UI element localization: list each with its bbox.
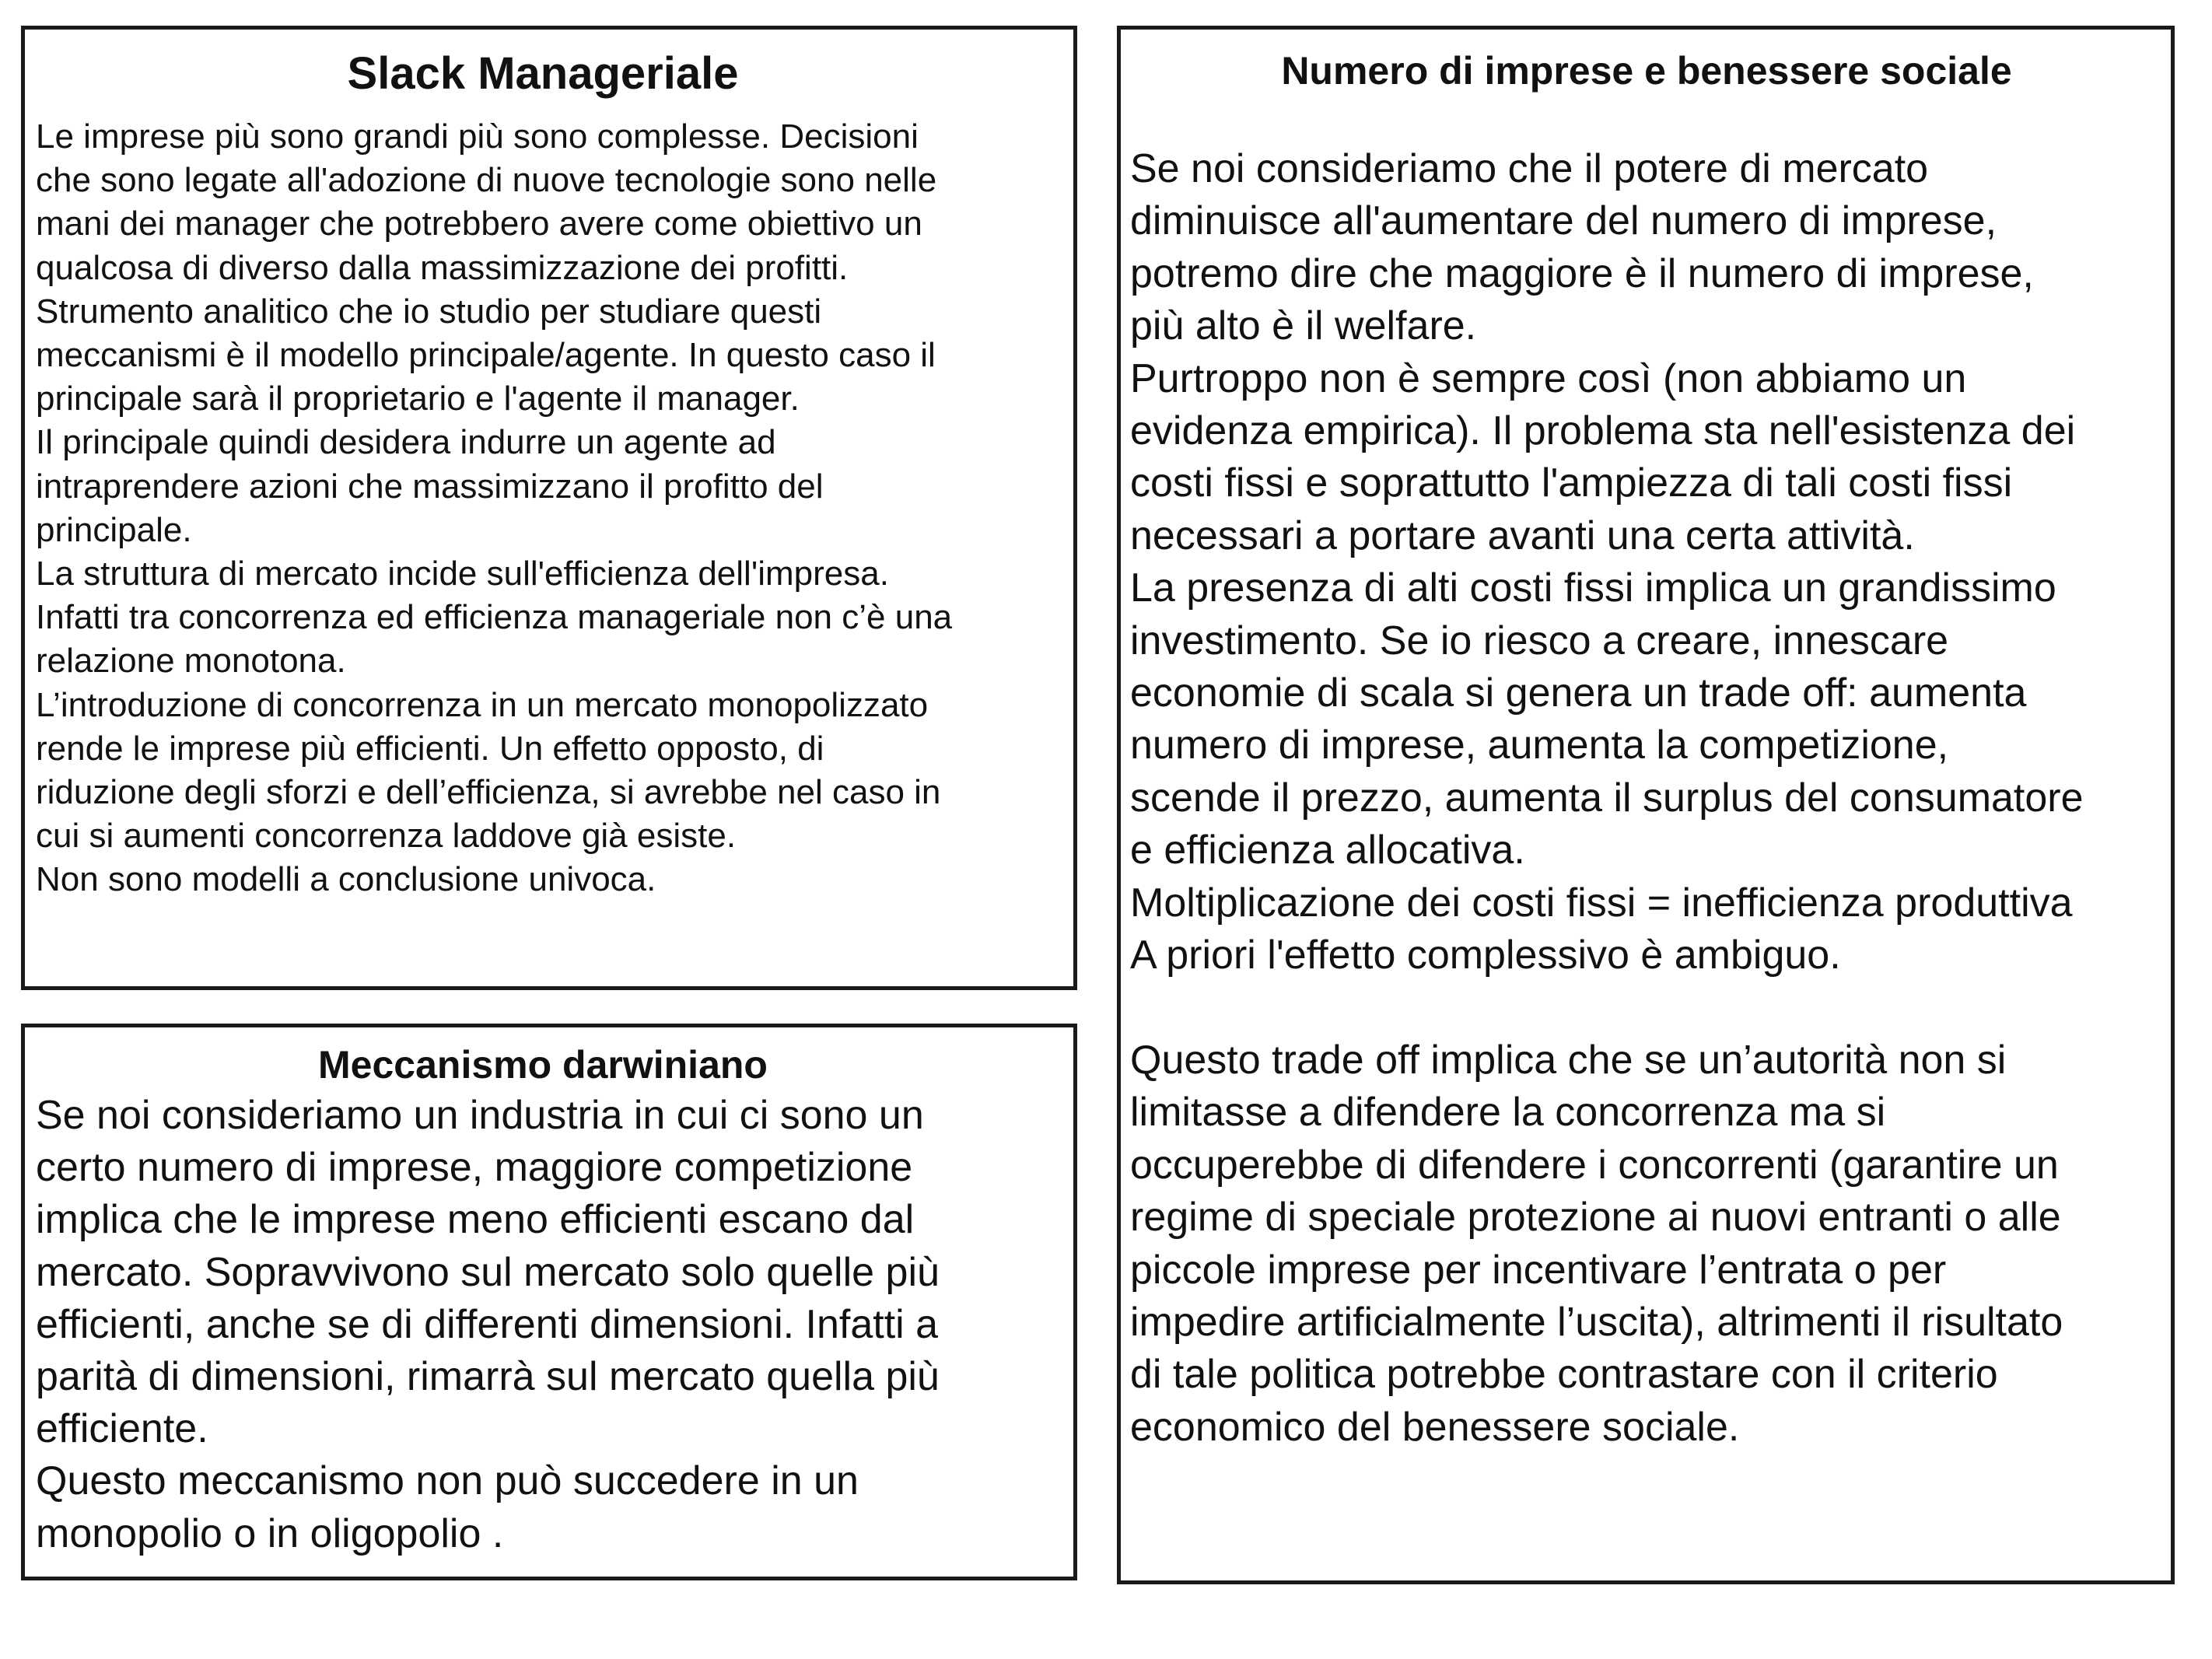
numero-imprese-title: Numero di imprese e benessere sociale (1281, 49, 2012, 93)
paragraph-spacer (1130, 982, 2163, 1034)
meccanismo-darwiniano-body (36, 1090, 1050, 1560)
numero-line: di tale politica potrebbe contrastare con il criterio (1130, 1352, 1998, 1398)
numero-line: scende il prezzo, aumenta il surplus del consumatore (1130, 775, 2084, 821)
numero-line: regime di speciale protezione ai nuovi entranti o alle (1130, 1195, 2061, 1241)
slack-line: Strumento analitico che io studio per studiare questi (36, 292, 822, 331)
slack-line: che sono legate all'adozione di nuove tecnologie sono nelle (36, 161, 937, 200)
slack-line: Non sono modelli a conclusione univoca. (36, 860, 656, 899)
numero-line: necessari a portare avanti una certa attività. (1130, 513, 1915, 558)
numero-imprese-box (1117, 26, 2175, 1584)
darwin-line: certo numero di imprese, maggiore competizione (36, 1145, 913, 1191)
slack-manageriale-box (21, 26, 1077, 990)
slack-line: Le imprese più sono grandi più sono complesse. Decisioni (36, 117, 919, 156)
numero-line: occuperebbe di difendere i concorrenti (garantire un (1130, 1142, 2059, 1188)
numero-line: più alto è il welfare. (1130, 303, 1477, 349)
meccanismo-darwiniano-title: Meccanismo darwiniano (318, 1043, 768, 1087)
numero-line: numero di imprese, aumenta la competizione, (1130, 723, 1949, 768)
darwin-line: efficienti, anche se di differenti dimensioni. Infatti a (36, 1301, 939, 1347)
numero-line: potremo dire che maggiore è il numero di imprese, (1130, 250, 2034, 296)
numero-line: e efficienza allocativa. (1130, 828, 1525, 873)
slack-line: L’introduzione di concorrenza in un mercato monopolizzato (36, 685, 929, 724)
numero-line: Purtroppo non è sempre così (non abbiamo un (1130, 355, 1967, 401)
numero-line: La presenza di alti costi fissi implica un grandissimo (1130, 565, 2056, 611)
slack-line: cui si aumenti concorrenza laddove già esiste. (36, 817, 737, 856)
numero-line: evidenza empirica). Il problema sta nell'esistenza dei (1130, 408, 2076, 454)
slack-line: mani dei manager che potrebbero avere come obiettivo un (36, 205, 922, 243)
slack-manageriale-title: Slack Manageriale (347, 48, 739, 99)
darwin-line: Se noi consideriamo un industria in cui ci sono un (36, 1093, 924, 1138)
numero-imprese-body (1130, 143, 2163, 1454)
numero-line: impedire artificialmente l’uscita), altrimenti il risultato (1130, 1299, 2063, 1345)
slack-line: rende le imprese più efficienti. Un effetto opposto, di (36, 729, 824, 768)
numero-line: economie di scala si genera un trade off: aumenta (1130, 670, 2027, 716)
slack-line: Il principale quindi desidera indurre un agente ad (36, 423, 776, 462)
numero-line: economico del benessere sociale. (1130, 1404, 1740, 1450)
numero-line: Moltiplicazione dei costi fissi = inefficienza produttiva (1130, 880, 2073, 926)
numero-line: investimento. Se io riesco a creare, innescare (1130, 618, 1949, 663)
slack-manageriale-body (36, 115, 1050, 902)
numero-line: A priori l'effetto complessivo è ambiguo. (1130, 933, 1841, 978)
slack-line: principale. (36, 510, 192, 549)
slack-line: meccanismi è il modello principale/agente. In questo caso il (36, 336, 936, 375)
slack-line: qualcosa di diverso dalla massimizzazione dei profitti. (36, 248, 849, 287)
darwin-line: parità di dimensioni, rimarrà sul mercato quella più (36, 1354, 940, 1400)
numero-line: Se noi consideriamo che il potere di mercato (1130, 146, 1929, 191)
numero-line: limitasse a difendere la concorrenza ma si (1130, 1090, 1886, 1136)
darwin-line: mercato. Sopravvivono sul mercato solo quelle più (36, 1249, 940, 1295)
slack-line: La struttura di mercato incide sull'efficienza dell'impresa. (36, 555, 889, 593)
slack-line: principale sarà il proprietario e l'agente il manager. (36, 380, 800, 418)
numero-line: Questo trade off implica che se un’autorità non si (1130, 1037, 2007, 1083)
slack-line: riduzione degli sforzi e dell’efficienza, si avrebbe nel caso in (36, 773, 941, 812)
darwin-line: implica che le imprese meno efficienti escano dal (36, 1197, 915, 1243)
slack-line: Infatti tra concorrenza ed efficienza manageriale non c’è una (36, 598, 953, 637)
darwin-line: monopolio o in oligopolio . (36, 1510, 504, 1556)
numero-line: diminuisce all'aumentare del numero di imprese, (1130, 198, 1997, 244)
meccanismo-darwiniano-box (21, 1024, 1077, 1580)
numero-line: piccole imprese per incentivare l’entrata o per (1130, 1247, 1947, 1293)
darwin-line: efficiente. (36, 1406, 208, 1452)
darwin-line: Questo meccanismo non può succedere in un (36, 1458, 859, 1504)
slack-line: relazione monotona. (36, 642, 346, 681)
slack-line: intraprendere azioni che massimizzano il profitto del (36, 467, 824, 506)
numero-line: costi fissi e soprattutto l'ampiezza di tali costi fissi (1130, 460, 2013, 506)
